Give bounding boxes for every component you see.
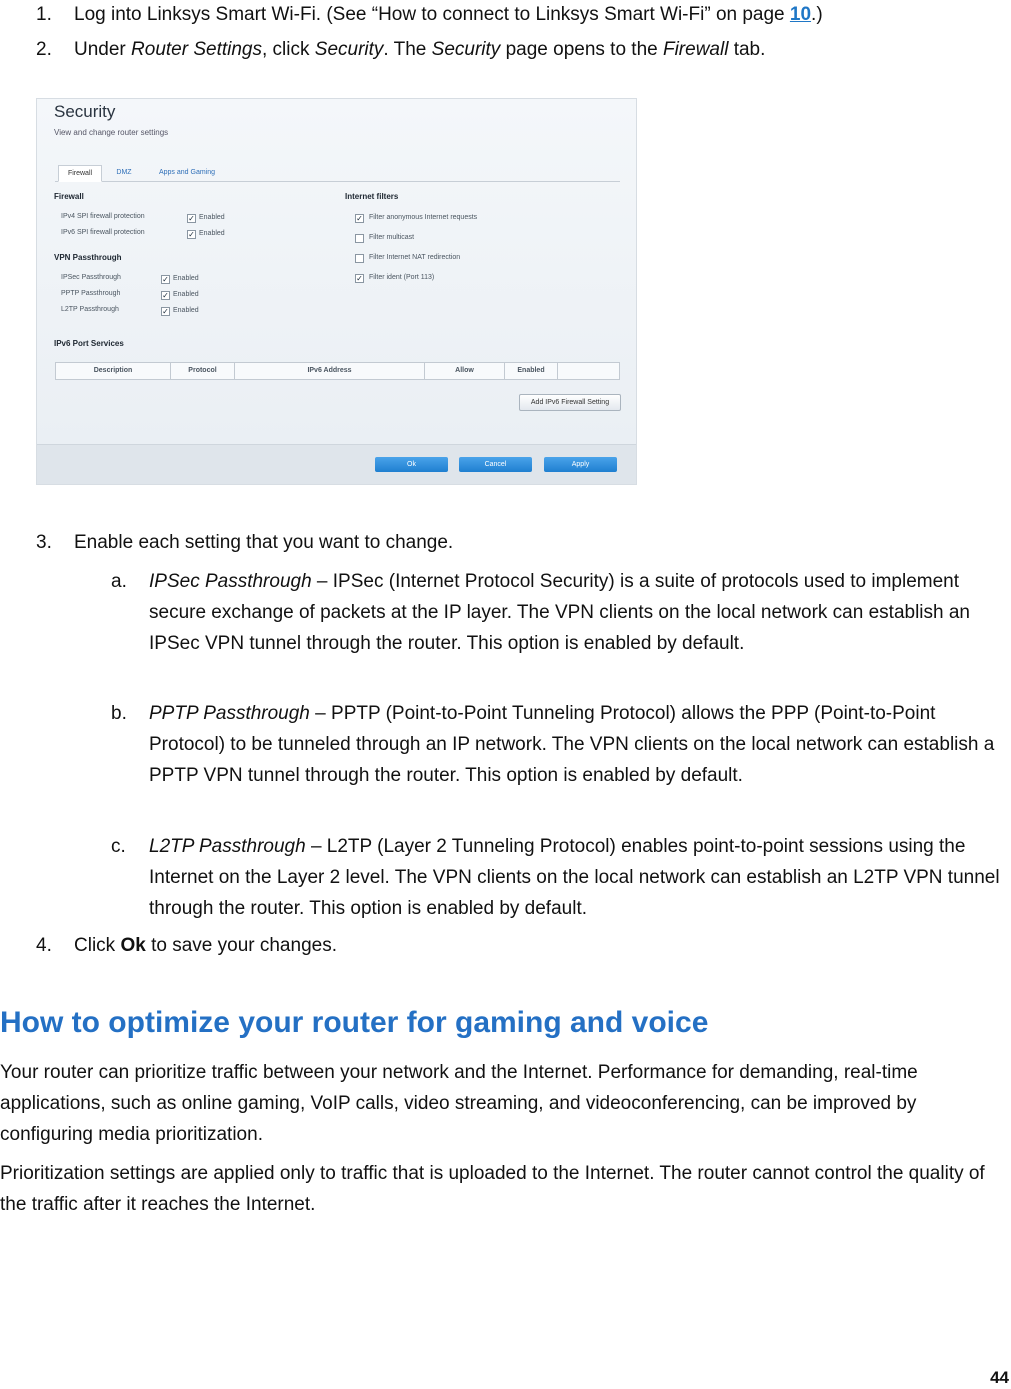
ui-term: Ok: [120, 935, 146, 956]
section-heading: How to optimize your router for gaming and voice: [0, 1006, 709, 1039]
step-text-part: .): [811, 4, 823, 25]
step-text-part: Click: [74, 935, 121, 956]
page-subtitle: View and change router settings: [54, 128, 169, 137]
column-description: Description: [56, 363, 171, 379]
l2tp-label: L2TP Passthrough: [61, 306, 119, 313]
step-number: 2.: [36, 39, 52, 60]
step-text-part: page opens to the: [500, 39, 663, 60]
filter-nat-redirection-label: Filter Internet NAT redirection: [369, 254, 461, 261]
substep-a: [111, 566, 1009, 659]
column-ipv6-address: IPv6 Address: [235, 363, 425, 379]
setting-description: – PPTP (Point-to-Point Tunneling Protocol) allows the PPP (Point-to-Point Protocol) to be tunneled through an IP network. The VPN clients on the local network can establish a PPTP VPN tunnel through the router. This option is enabled by default.: [149, 703, 995, 786]
filters-section-title: Internet filters: [345, 192, 399, 201]
filter-anonymous-checkbox[interactable]: ✓: [356, 214, 363, 223]
ipv6-section-title: IPv6 Port Services: [54, 339, 124, 348]
firewall-section-title: Firewall: [54, 192, 84, 201]
substep-b: [111, 698, 1009, 791]
ipv4-spi-checkbox[interactable]: ✓: [188, 214, 195, 223]
apply-button[interactable]: Apply: [544, 457, 617, 472]
substep-letter: c.: [111, 836, 126, 857]
l2tp-checkbox[interactable]: ✓: [162, 307, 169, 316]
ipv4-spi-label: IPv4 SPI firewall protection: [61, 213, 145, 220]
substep-text: [149, 698, 1009, 791]
substep-letter: b.: [111, 703, 127, 724]
ipv6-spi-value: Enabled: [199, 230, 225, 237]
tab-firewall[interactable]: Firewall: [58, 165, 102, 182]
ipsec-value: Enabled: [173, 275, 199, 282]
column-allow: Allow: [425, 363, 505, 379]
filter-multicast-checkbox[interactable]: [355, 234, 364, 243]
step-text-part: Under: [74, 39, 132, 60]
tab-dmz[interactable]: DMZ: [116, 169, 132, 176]
column-enabled: Enabled: [505, 363, 558, 379]
ipsec-checkbox[interactable]: ✓: [162, 275, 169, 284]
step-text: [74, 931, 337, 961]
ui-term: Security: [431, 39, 501, 60]
ui-term: Firewall: [662, 39, 729, 60]
vpn-section-title: VPN Passthrough: [54, 253, 122, 262]
tab-apps-and-gaming[interactable]: Apps and Gaming: [158, 169, 216, 176]
step-text-part: tab.: [728, 39, 766, 60]
substep-c: [111, 831, 1009, 924]
page-link[interactable]: 10: [789, 4, 812, 25]
paragraph-1: Your router can prioritize traffic between your network and the Internet. Performance for demanding, real-time applications, such as online gaming, VoIP calls, video streaming, and videoconferencing, can be improved by configuring media prioritization.: [0, 1062, 918, 1145]
ok-button[interactable]: Ok: [375, 457, 448, 472]
step-number: 1.: [36, 4, 52, 25]
ipv4-spi-value: Enabled: [199, 214, 225, 221]
step-text: [74, 35, 765, 65]
column-protocol: Protocol: [171, 363, 235, 379]
pptp-value: Enabled: [173, 291, 199, 298]
ipv6-spi-checkbox[interactable]: ✓: [188, 230, 195, 239]
setting-term: L2TP Passthrough: [149, 836, 306, 857]
ipv6-spi-label: IPv6 SPI firewall protection: [61, 229, 145, 236]
pptp-checkbox[interactable]: ✓: [162, 291, 169, 300]
setting-term: IPSec Passthrough: [149, 571, 312, 592]
step-text-part: to save your changes.: [145, 935, 337, 956]
setting-term: PPTP Passthrough: [149, 703, 310, 724]
page-title: Security: [54, 102, 116, 121]
filter-ident-checkbox[interactable]: ✓: [356, 274, 363, 283]
cancel-button[interactable]: Cancel: [459, 457, 532, 472]
substep-text: [149, 831, 1009, 924]
tab-bar: [55, 165, 620, 182]
security-screenshot: [36, 98, 637, 485]
step-text: Enable each setting that you want to change.: [74, 532, 454, 553]
filter-nat-redirection-checkbox[interactable]: [355, 254, 364, 263]
step-number: 3.: [36, 532, 52, 553]
ui-term: Security: [314, 39, 384, 60]
step-text-part: . The: [383, 39, 432, 60]
ui-term: Router Settings: [131, 39, 262, 60]
setting-description: – L2TP (Layer 2 Tunneling Protocol) enables point-to-point sessions using the Internet on the Layer 2 level. The VPN clients on the local network can establish an L2TP VPN tunnel through the router. This option is enabled by default.: [149, 836, 1000, 919]
paragraph-2: Prioritization settings are applied only to traffic that is uploaded to the Internet. The router cannot control the quality of the traffic after it reaches the Internet.: [0, 1163, 985, 1215]
setting-description: – IPSec (Internet Protocol Security) is a suite of protocols used to implement secure exchange of packets at the IP layer. The VPN clients on the local network can establish an IPSec VPN tunnel through the router. This option is enabled by default.: [149, 571, 970, 654]
step-number: 4.: [36, 935, 52, 956]
step-text-part: , click: [262, 39, 315, 60]
page-number: 44: [990, 1368, 1009, 1387]
add-ipv6-firewall-setting-button[interactable]: Add IPv6 Firewall Setting: [519, 394, 621, 411]
filter-multicast-label: Filter multicast: [369, 234, 415, 241]
substep-text: [149, 566, 1009, 659]
ipsec-label: IPSec Passthrough: [61, 274, 121, 281]
l2tp-value: Enabled: [173, 307, 199, 314]
filter-anonymous-label: Filter anonymous Internet requests: [369, 214, 478, 221]
substep-letter: a.: [111, 571, 127, 592]
filter-ident-label: Filter ident (Port 113): [369, 274, 435, 281]
ipv6-table-header: [55, 362, 620, 380]
pptp-label: PPTP Passthrough: [61, 290, 121, 297]
step-text-part: Log into Linksys Smart Wi-Fi. (See “How to connect to Linksys Smart Wi-Fi” on page: [74, 4, 790, 25]
step-text: [74, 0, 823, 30]
